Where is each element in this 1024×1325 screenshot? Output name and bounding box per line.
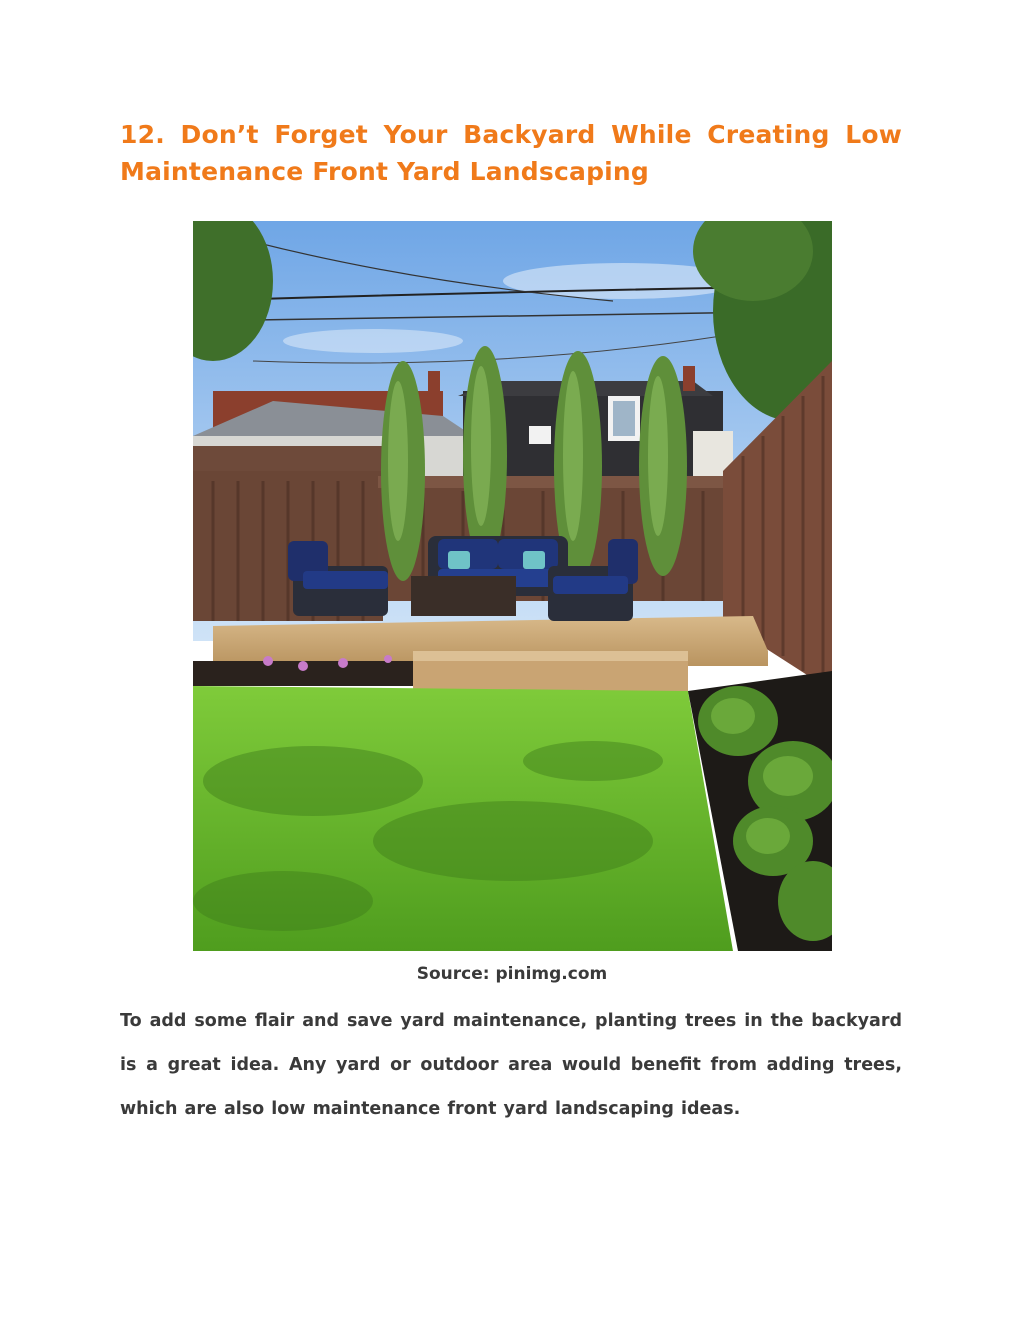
photo-illustration [193, 221, 832, 951]
section-heading: 12. Don’t Forget Your Backyard While Creating Low Maintenance Front Yard Landscaping [120, 120, 902, 186]
image-source-caption: Source: pinimg.com [416, 964, 608, 984]
backyard-patio-photo [193, 221, 832, 951]
body-paragraph: To add some flair and save yard maintenance, planting trees in the backyard is a great idea. Any yard or outdoor area would benefit from adding trees, which are also low maintenance front yard landscaping ideas. [120, 1011, 902, 1119]
